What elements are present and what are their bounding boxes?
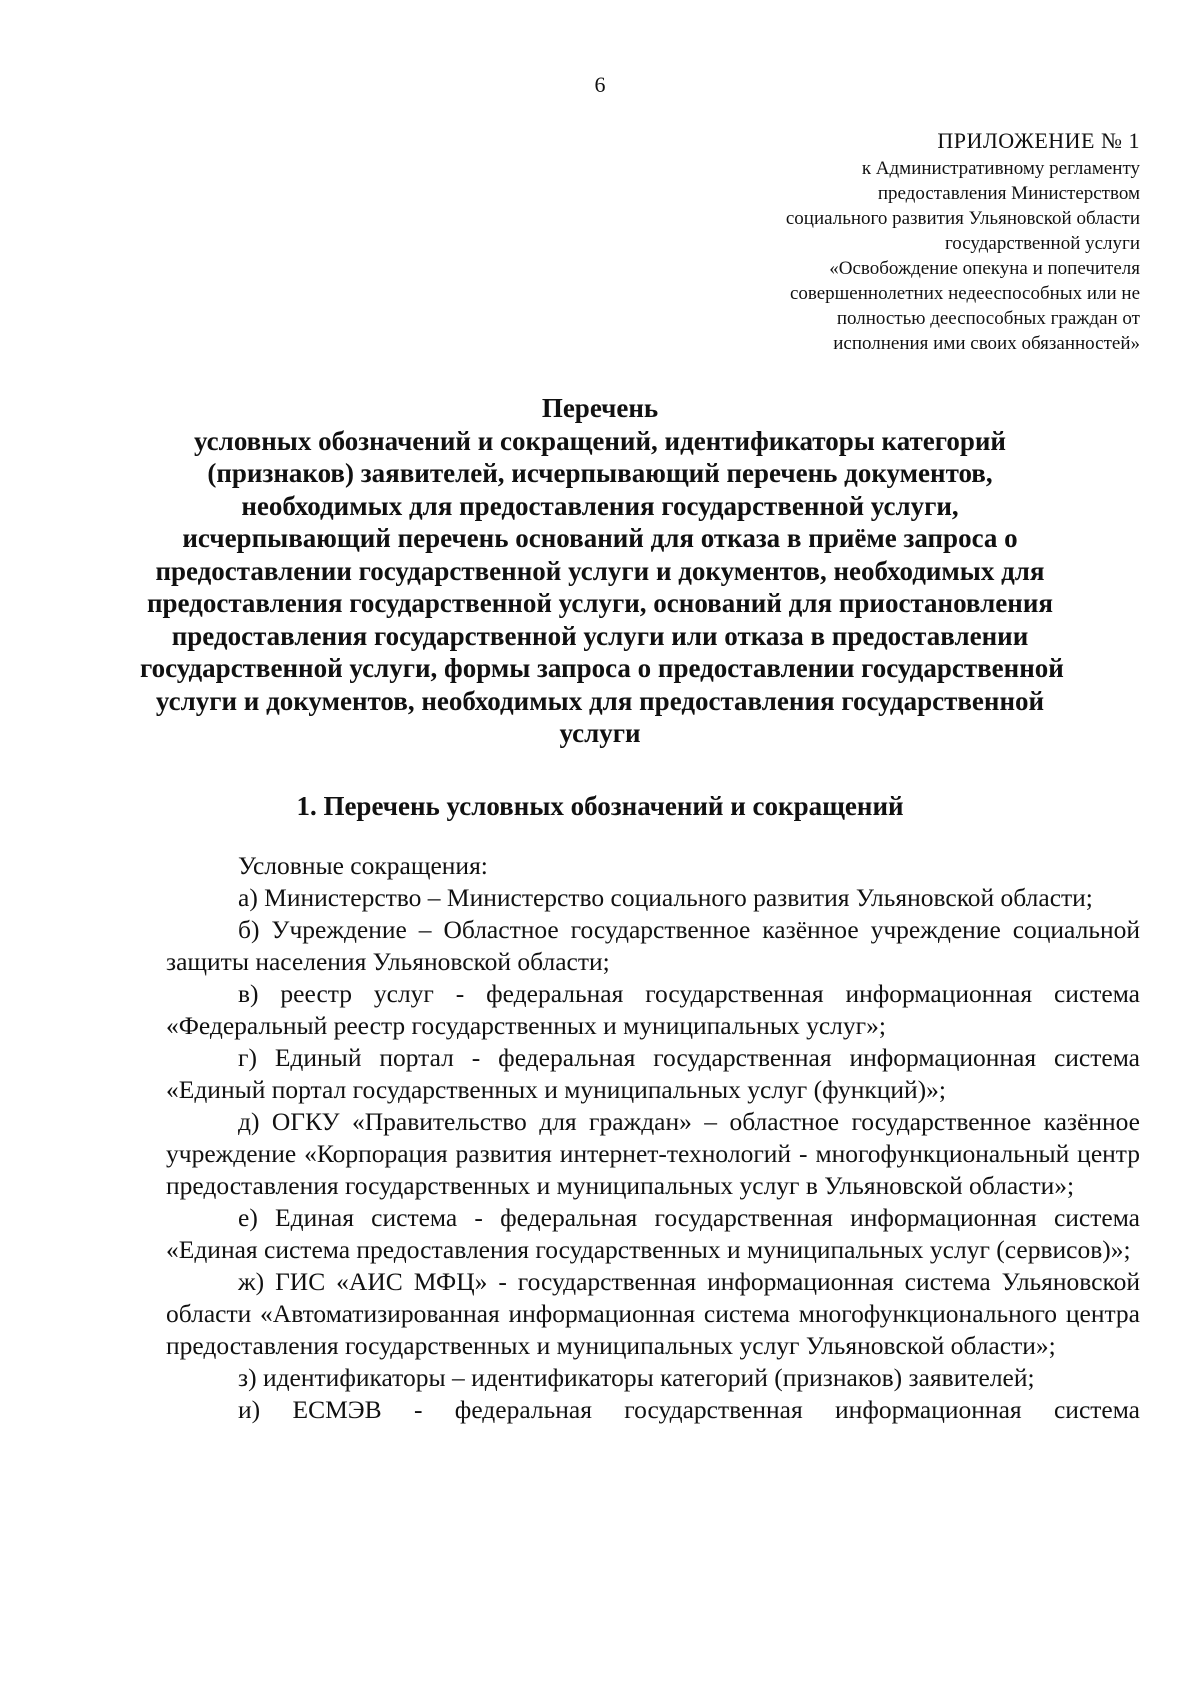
- appendix-line: совершеннолетних недееспособных или не: [789, 283, 1140, 304]
- appendix-line: социального развития Ульяновской области: [785, 208, 1140, 229]
- document-title-line: необходимых для предоставления государственной услуги,: [241, 490, 959, 521]
- appendix-title: ПРИЛОЖЕНИЕ № 1: [937, 128, 1140, 153]
- abbreviation-item: а) Министерство – Министерство социального развития Ульяновской области;: [238, 883, 1093, 912]
- appendix-line: «Освобождение опекуна и попечителя: [829, 258, 1140, 279]
- section-heading: 1. Перечень условных обозначений и сокращений: [296, 791, 904, 821]
- appendix-line: к Административному регламенту: [861, 158, 1140, 179]
- abbreviations-intro: Условные сокращения:: [238, 851, 488, 880]
- document-title-line: услуги и документов, необходимых для предоставления государственной: [155, 685, 1045, 716]
- abbreviation-item: е) Единая система - федеральная государственная информационная система «Единая система предоставления государственных и муниципальных услуг (сервисов)»;: [166, 1203, 1140, 1264]
- abbreviation-item: з) идентификаторы – идентификаторы категорий (признаков) заявителей;: [238, 1363, 1035, 1392]
- appendix-line: исполнения ими своих обязанностей»: [833, 333, 1140, 354]
- document-title-line: условных обозначений и сокращений, идентификаторы категорий: [194, 425, 1006, 456]
- abbreviation-item: в) реестр услуг - федеральная государственная информационная система «Федеральный реестр государственных и муниципальных услуг»;: [166, 979, 1140, 1040]
- document-title-line: предоставления государственной услуги или отказа в предоставлении: [171, 620, 1029, 651]
- appendix-line: государственной услуги: [944, 233, 1140, 254]
- abbreviation-item: ж) ГИС «АИС МФЦ» - государственная информационная система Ульяновской области «Автоматизированная информационная система многофункционального центра предоставления государственных и муниципальных услуг Ульяновской области»;: [166, 1267, 1140, 1360]
- abbreviations-list: [166, 850, 1140, 1426]
- document-title-line: услуги: [559, 718, 641, 748]
- appendix-line: предоставления Министерством: [877, 183, 1140, 204]
- abbreviation-item: д) ОГКУ «Правительство для граждан» – областное государственное казённое учреждение «Корпорация развития интернет-технологий - многофункциональный центр предоставления государственных и муниципальных услуг в Ульяновской области»;: [166, 1107, 1140, 1200]
- abbreviation-item: г) Единый портал - федеральная государственная информационная система «Единый портал государственных и муниципальных услуг (функций)»;: [166, 1043, 1140, 1104]
- appendix-line: полностью дееспособных граждан от: [836, 308, 1140, 329]
- document-title-line: государственной услуги, формы запроса о предоставлении государственной: [140, 653, 1064, 683]
- document-title-line: исчерпывающий перечень оснований для отказа в приёме запроса о: [182, 523, 1018, 553]
- document-title-line: (признаков) заявителей, исчерпывающий перечень документов,: [207, 458, 993, 488]
- page-number: 6: [594, 72, 606, 97]
- appendix-block: [540, 126, 1140, 356]
- abbreviation-item: б) Учреждение – Областное государственное казённое учреждение социальной защиты населения Ульяновской области;: [166, 915, 1140, 976]
- document-title-line: предоставлении государственной услуги и документов, необходимых для: [155, 555, 1045, 586]
- document-title-line: Перечень: [541, 393, 659, 423]
- document-title: [140, 392, 1064, 750]
- abbreviation-item: и) ЕСМЭВ - федеральная государственная информационная система: [238, 1395, 1140, 1424]
- document-title-line: предоставления государственной услуги, оснований для приостановления: [146, 588, 1053, 618]
